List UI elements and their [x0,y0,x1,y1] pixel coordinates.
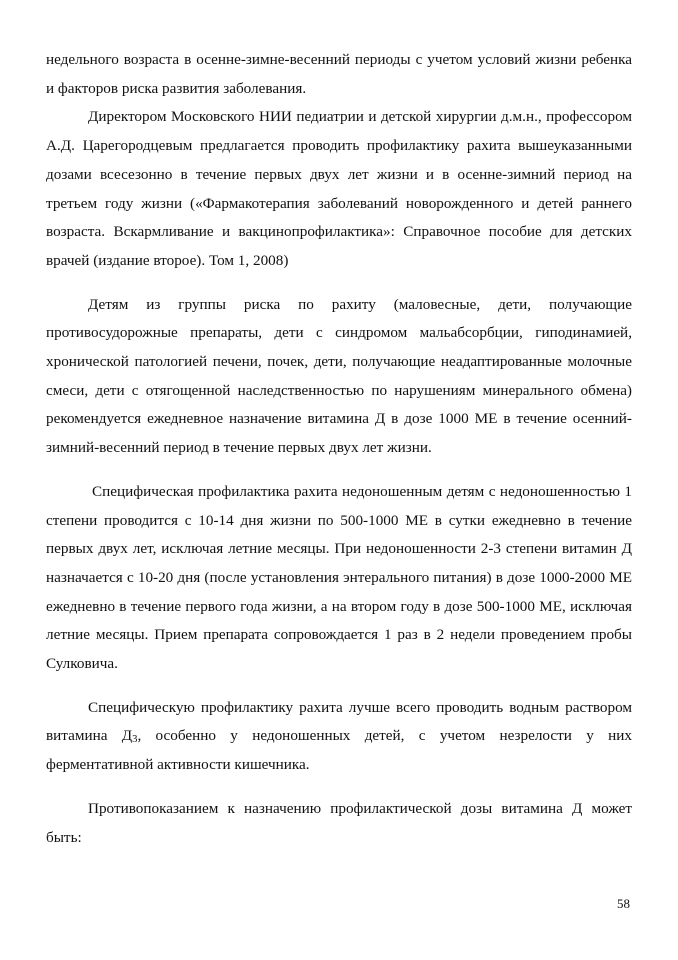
document-page [46,46,632,852]
paragraph-5-text-before: Специфическую профилактику рахита лучше всего проводить водным раствором витамина Д [46,698,632,745]
paragraph-2: Директором Московского НИИ педиатрии и детской хирургии д.м.н., профессором А.Д. Царегородцевым предлагается проводить профилактику рахита вышеуказанными дозами всесезонно в течение первых двух лет жизни и в осенне-зимний период на третьем году жизни («Фармакотерапия заболеваний новорожденного и детей раннего возраста. Вскармливание и вакцинопрофилактика»: Справочное пособие для детских врачей (издание второе). Том 1, 2008) [46,108,632,269]
paragraph-6: Противопоказанием к назначению профилактической дозы витамина Д может быть: [46,799,632,846]
paragraph-5-subscript: 3 [132,734,138,746]
paragraph-1: недельного возраста в осенне-зимне-весенний периоды с учетом условий жизни ребенка и факторов риска развития заболевания. [46,51,632,97]
paragraph-3: Детям из группы риска по рахиту (маловесные, дети, получающие противосудорожные препараты, дети с синдромом мальабсорбции, гиподинамией, хронической патологией печени, почек, дети, получающие неадаптированные молочные смеси, дети с отягощенной наследственностью по нарушениям минерального обмена) рекомендуется ежедневное назначение витамина Д в дозе 1000 МЕ в течение осенний-зимний-весенний период в течение первых двух лет жизни. [46,295,632,457]
page-number: 58 [617,896,630,911]
paragraph-4: Специфическая профилактика рахита недоношенным детям с недоношенностью 1 степени проводится с 10-14 дня жизни по 500-1000 МЕ в сутки ежедневно в течение первых двух лет, исключая летние месяцы. При недоношенности 2-3 степени витамин Д назначается с 10-20 дня (после установления энтерального питания) в дозе 1000-2000 МЕ ежедневно в течение первого года жизни, а на втором году в дозе 500-1000 МЕ, исключая летние месяцы. Прием препарата сопровождается 1 раз в 2 недели проведением пробы Сулковича. [46,482,632,673]
paragraph-5 [46,694,632,780]
paragraph-5-text-after: , особенно у недоношенных детей, с учетом незрелости у них ферментативной активности кишечника. [46,727,632,774]
